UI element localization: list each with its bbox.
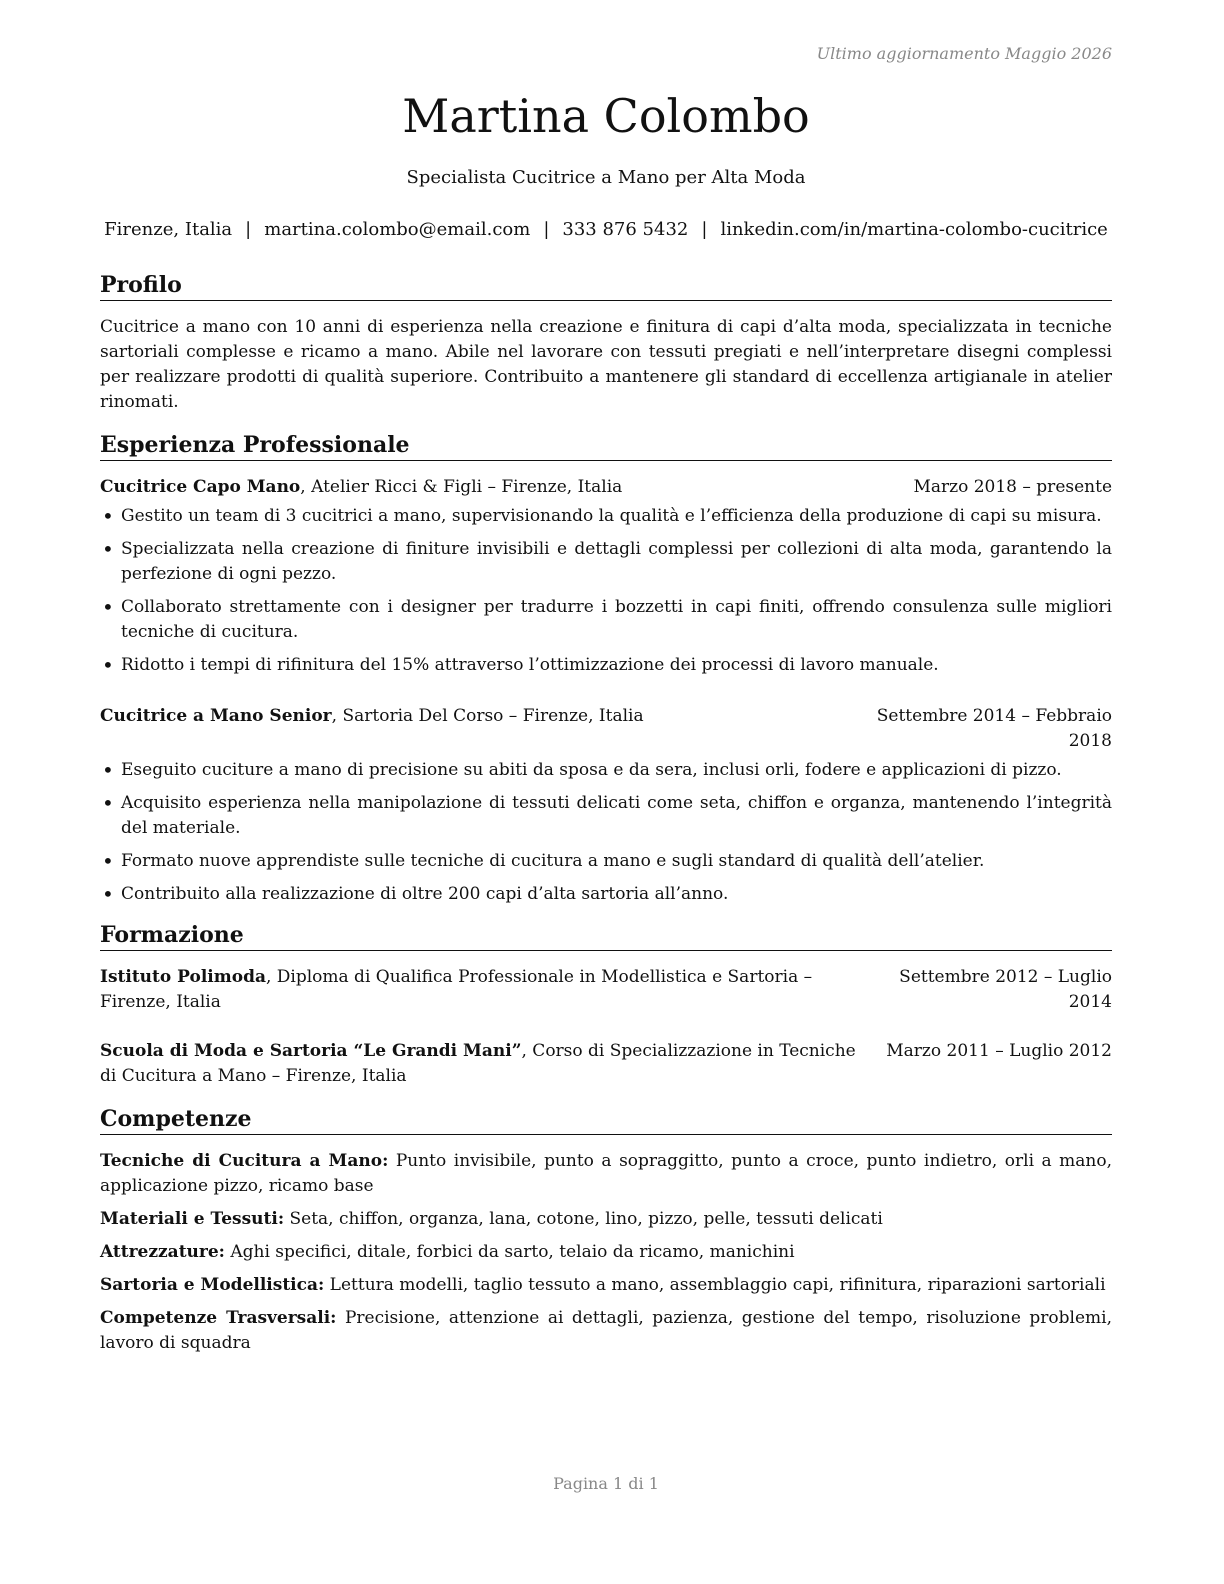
profile-section xyxy=(100,270,1112,415)
job-bullet: • Formato nuove apprendiste sulle tecniche di cucitura a mano e sugli standard di qualità dell’atelier. xyxy=(100,849,1112,874)
contact-location: Firenze, Italia xyxy=(104,219,233,240)
job-bullet: • Eseguito cuciture a mano di precisione su abiti da sposa e da sera, inclusi orli, fodere e applicazioni di pizzo. xyxy=(100,758,1112,783)
skill-label: Competenze Trasversali: xyxy=(100,1308,337,1328)
job-bullets xyxy=(100,758,1112,907)
job-bullets xyxy=(100,504,1112,678)
skill-value: Seta, chiffon, organza, lana, cotone, lino, pizzo, pelle, tessuti delicati xyxy=(284,1209,883,1229)
education-entry xyxy=(100,965,1112,1015)
job-header xyxy=(100,475,1112,500)
candidate-name: Martina Colombo xyxy=(402,89,810,143)
education-detail: , Diploma di Qualifica Professionale in Modellistica e Sartoria – Firenze, Italia xyxy=(100,967,813,1012)
job-role: Cucitrice a Mano Senior xyxy=(100,706,332,726)
education-section xyxy=(100,920,1112,1089)
skill-label: Tecniche di Cucitura a Mano: xyxy=(100,1151,389,1171)
job-company: , Sartoria Del Corso – Firenze, Italia xyxy=(331,706,644,726)
job-entry xyxy=(100,704,1112,907)
education-detail: , Corso di Specializzazione in Tecniche di Cucitura a Mano – Firenze, Italia xyxy=(100,1041,856,1086)
job-bullet: • Contribuito alla realizzazione di oltre 200 capi d’alta sartoria all’anno. xyxy=(100,882,1112,907)
page-number: Pagina 1 di 1 xyxy=(553,1474,659,1493)
skill-label: Attrezzature: xyxy=(100,1242,225,1262)
last-updated: Ultimo aggiornamento Maggio 2026 xyxy=(816,44,1112,63)
skill-value: Aghi specifici, ditale, forbici da sarto, telaio da ricamo, manichini xyxy=(224,1242,795,1262)
contact-separator: | xyxy=(543,219,550,240)
skill-value: Precisione, attenzione ai dettagli, pazienza, gestione del tempo, risoluzione problemi, lavoro di squadra xyxy=(100,1308,1112,1353)
job-bullet: • Specializzata nella creazione di finiture invisibili e dettagli complessi per collezioni di alta moda, garantendo la perfezione di ogni pezzo. xyxy=(100,537,1112,587)
contact-email[interactable]: martina.colombo@email.com xyxy=(264,219,531,240)
job-bullet: • Acquisito esperienza nella manipolazione di tessuti delicati come seta, chiffon e organza, mantenendo l’integrità del materiale. xyxy=(100,791,1112,841)
skill-item xyxy=(100,1273,1112,1298)
section-title-education: Formazione xyxy=(100,920,1112,951)
skill-item xyxy=(100,1306,1112,1356)
education-entry xyxy=(100,1039,1112,1089)
section-title-skills: Competenze xyxy=(100,1104,1112,1135)
profile-text: Cucitrice a mano con 10 anni di esperienza nella creazione e finitura di capi d’alta moda, specializzata in tecniche sartoriali complesse e ricamo a mano. Abile nel lavorare con tessuti pregiati e nell’interpretare disegni complessi per realizzare prodotti di qualità superiore. Contribuito a mantenere gli standard di eccellenza artigianale in atelier rinomati. xyxy=(100,317,1112,412)
skill-label: Materiali e Tessuti: xyxy=(100,1209,285,1229)
skills-list xyxy=(100,1149,1112,1356)
contact-separator: | xyxy=(245,219,252,240)
job-entry xyxy=(100,475,1112,678)
job-header xyxy=(100,704,1112,754)
experience-section xyxy=(100,430,1112,915)
job-role: Cucitrice Capo Mano xyxy=(100,477,301,497)
contact-separator: | xyxy=(701,219,708,240)
job-bullet: • Gestito un team di 3 cucitrici a mano, supervisionando la qualità e l’efficienza della produzione di capi su misura. xyxy=(100,504,1112,529)
skills-section xyxy=(100,1104,1112,1364)
section-title-profile: Profilo xyxy=(100,270,1112,301)
candidate-title: Specialista Cucitrice a Mano per Alta Moda xyxy=(406,167,806,188)
education-dates: Settembre 2012 – Luglio 2014 xyxy=(899,967,1112,1012)
job-bullet: • Collaborato strettamente con i designer per tradurre i bozzetti in capi finiti, offrendo consulenza sulle migliori tecniche di cucitura. xyxy=(100,595,1112,645)
contact-phone: 333 876 5432 xyxy=(562,219,689,240)
job-bullet: • Ridotto i tempi di rifinitura del 15% attraverso l’ottimizzazione dei processi di lavoro manuale. xyxy=(100,653,1112,678)
job-company: , Atelier Ricci & Figli – Firenze, Italia xyxy=(300,477,623,497)
education-school: Scuola di Moda e Sartoria “Le Grandi Mani” xyxy=(100,1041,522,1061)
skill-value: Punto invisibile, punto a sopraggitto, punto a croce, punto indietro, orli a mano, applicazione pizzo, ricamo base xyxy=(100,1151,1112,1196)
section-title-experience: Esperienza Professionale xyxy=(100,430,1112,461)
education-school: Istituto Polimoda xyxy=(100,967,266,987)
education-dates: Marzo 2011 – Luglio 2012 xyxy=(886,1041,1112,1061)
skill-value: Lettura modelli, taglio tessuto a mano, assemblaggio capi, rifinitura, riparazioni sartoriali xyxy=(324,1275,1106,1295)
skill-label: Sartoria e Modellistica: xyxy=(100,1275,325,1295)
skill-item xyxy=(100,1149,1112,1199)
contact-linkedin[interactable]: linkedin.com/in/martina-colombo-cucitrice xyxy=(720,219,1108,240)
skill-item xyxy=(100,1207,1112,1232)
contact-line xyxy=(100,219,1112,240)
job-dates: Marzo 2018 – presente xyxy=(913,477,1112,497)
skill-item xyxy=(100,1240,1112,1265)
job-dates: Settembre 2014 – Febbraio 2018 xyxy=(876,706,1112,751)
